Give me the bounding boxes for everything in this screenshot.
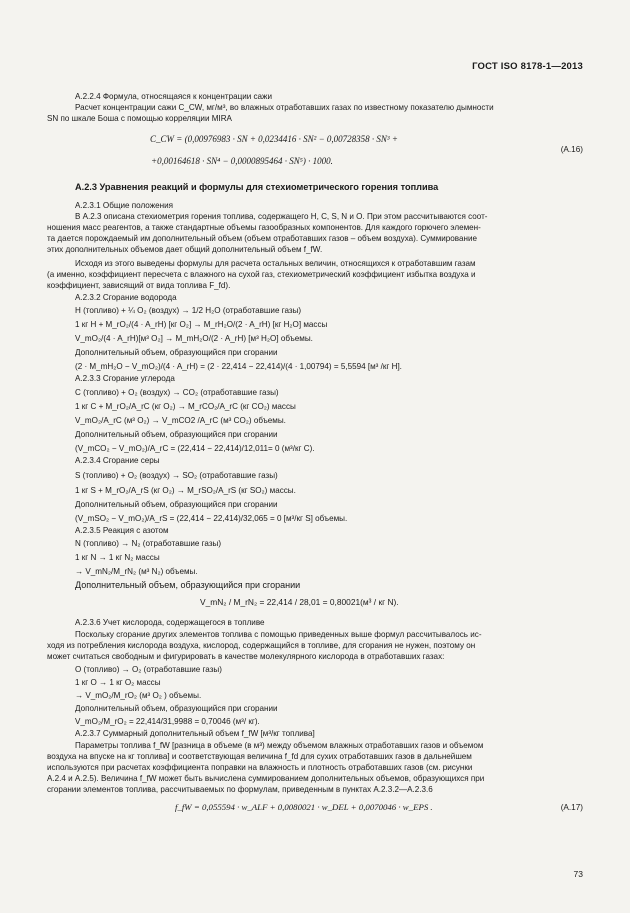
text-line: V_mO₂/(4 · A_rH)[м³ O₂] → M_mH₂O/(2 · A_rH) [м³ H₂O] объемы. xyxy=(75,334,313,343)
text-line: SN по шкале Боша с помощью корреляции MIRA xyxy=(47,114,232,123)
text-line: ходя из потребления кислорода воздуха, кислород, содержащийся в топливе, для сгорания не нужен, поэтому он xyxy=(47,641,476,650)
page-number: 73 xyxy=(573,869,583,879)
text-line: Дополнительный объем, образующийся при сгорании xyxy=(75,704,278,713)
text-line: C (топливо) + O₂ (воздух) → CO₂ (отработавшие газы) xyxy=(75,388,279,397)
text-line: H (топливо) + ¼ O₂ (воздух) → 1/2 H₂O (отработавшие газы) xyxy=(75,306,302,315)
text-line: может считаться свободным и фигурировать в качестве молекулярного кислорода в отработавших газах: xyxy=(47,652,445,661)
text-line: Дополнительный объем, образующийся при сгорании xyxy=(75,580,301,590)
text-line: V_mO₂/A_rC (м³ O₂) → V_mCO2 /A_rC (м³ CO₂) объемы. xyxy=(75,416,286,425)
text-line: Исходя из этого выведены формулы для расчета остальных величин, относящихся к отработавшим газам xyxy=(75,259,476,268)
text-line: S (топливо) + O₂ (воздух) → SO₂ (отработавшие газы) xyxy=(75,471,278,480)
text-line: А.2.3.2 Сгорание водорода xyxy=(75,293,177,302)
text-line: сгорании элементов топлива, рассчитываемых по формулам, приведенным в пунктах А.2.3.2—А.2.3.6 xyxy=(47,785,433,794)
text-line: используются при расчетах коэффициента поправки на влажность и плотность отработавших газов (см. рисунки xyxy=(47,763,473,772)
text-line: (V_mSO₂ − V_mO₂)/A_rS = (22,414 − 22,414)/32,065 = 0 [м³/кг S] объемы. xyxy=(75,514,348,523)
text-line: та дается порождаемый им дополнительный объем (объем отработавших газов – объем воздуха). Суммирование xyxy=(47,234,477,243)
text-line: А.2.3.4 Сгорание серы xyxy=(75,456,160,465)
text-line: 1 кг H + M_rO₂/(4 · A_rH) [кг O₂] → M_rH₂O/(2 · A_rH) [кг H₂O] массы xyxy=(75,320,328,329)
text-line: А.2.3.5 Реакция с азотом xyxy=(75,526,169,535)
text-line: Поскольку сгорание других элементов топлива с помощью приведенных выше формул рассчитывалось ис- xyxy=(75,630,482,639)
text-line: V_mO₂/M_rO₂ = 22,414/31,9988 = 0,70046 (м³/ кг). xyxy=(75,717,260,726)
text-line: Дополнительный объем, образующийся при сгорании xyxy=(75,430,278,439)
text-line: коэффициент, зависящий от вида топлива F_fd). xyxy=(47,281,231,290)
equation-line: f_fW = 0,055594 · w_ALF + 0,0080021 · w_DEL + 0,0070046 · w_EPS . xyxy=(175,802,433,812)
section-heading: А.2.3 Уравнения реакций и формулы для стехиометрического горения топлива xyxy=(75,182,439,192)
text-line: воздуха на впуске на кг топлива] и соответствующая величина f_fd для сухих отработавших газов в дальнейшем xyxy=(47,752,472,761)
text-line: O (топливо) → O₂ (отработавшие газы) xyxy=(75,665,222,674)
text-line: Дополнительный объем, образующийся при сгорании xyxy=(75,348,278,357)
text-line: А.2.2.4 Формула, относящаяся к концентрации сажи xyxy=(75,92,272,101)
text-line: Расчет концентрации сажи C_CW, мг/м³, во влажных отработавших газах по известному показателю дымности xyxy=(75,103,494,112)
text-line: Параметры топлива f_fW [разница в объеме (в м³) между объемом влажных отработавших газов и объемом xyxy=(75,741,484,750)
running-header: ГОСТ ISO 8178-1—2013 xyxy=(472,61,583,72)
text-line: А.2.4 и А.2.5). Величина f_fW может быть вычислена суммированием дополнительных объемов, образующихся при xyxy=(47,774,485,783)
text-line: 1 кг N → 1 кг N₂ массы xyxy=(75,553,160,562)
equation-line: V_mN₂ / M_rN₂ = 22,414 / 28,01 = 0,80021(м³ / кг N). xyxy=(200,597,399,607)
text-line: N (топливо) → N₂ (отработавшие газы) xyxy=(75,539,222,548)
text-line: этих дополнительных объемов дает общий дополнительный объем f_fW. xyxy=(47,245,323,254)
text-line: Дополнительный объем, образующийся при сгорании xyxy=(75,500,278,509)
text-line: → V_mO₂/M_rO₂ (м³ O₂ ) объемы. xyxy=(75,691,202,700)
text-line: ношения масс реагентов, а также стандартные объемы газообразных компонентов. Для каждого горючего элемен- xyxy=(47,223,481,232)
text-line: В А.2.3 описана стехиометрия горения топлива, содержащего H, C, S, N и O. При этом рассчитываются соот- xyxy=(75,212,488,221)
equation-number: (A.17) xyxy=(560,803,583,812)
text-line: А.2.3.7 Суммарный дополнительный объем f_fW [м³/кг топлива] xyxy=(75,729,315,738)
text-line: → V_mN₂/M_rN₂ (м³ N₂) объемы. xyxy=(75,567,198,576)
equation-number: (A.16) xyxy=(560,145,583,154)
text-line: (2 · M_mH₂O − V_mO₂)/(4 · A_rH) = (2 · 22,414 − 22,414)/(4 · 1,00794) = 5,5594 [м³ /кг H]. xyxy=(75,362,402,371)
equation-line: +0,00164618 · SN⁴ − 0,0000895464 · SN⁵) · 1000. xyxy=(151,156,333,166)
text-line: 1 кг C + M_rO₂/A_rC (кг O₂) → M_rCO₂/A_rC (кг CO₂) массы xyxy=(75,402,296,411)
text-line: А.2.3.3 Сгорание углерода xyxy=(75,374,175,383)
text-line: (V_mCO₂ − V_mO₂)/A_rC = (22,414 − 22,414)/12,011= 0 (м³/кг C). xyxy=(75,444,315,453)
text-line: А.2.3.1 Общие положения xyxy=(75,201,173,210)
text-line: 1 кг S + M_rO₂/A_rS (кг O₂) → M_rSO₂/A_rS (кг SO₂) массы. xyxy=(75,486,296,495)
text-line: А.2.3.6 Учет кислорода, содержащегося в топливе xyxy=(75,618,265,627)
text-line: 1 кг O → 1 кг O₂ массы xyxy=(75,678,161,687)
equation-line: C_CW = (0,00976983 · SN + 0,0234416 · SN² − 0,00728358 · SN³ + xyxy=(150,134,398,144)
text-line: (а именно, коэффициент пересчета с влажного на сухой газ, стехиометрический коэффициент избытка воздуха и xyxy=(47,270,476,279)
